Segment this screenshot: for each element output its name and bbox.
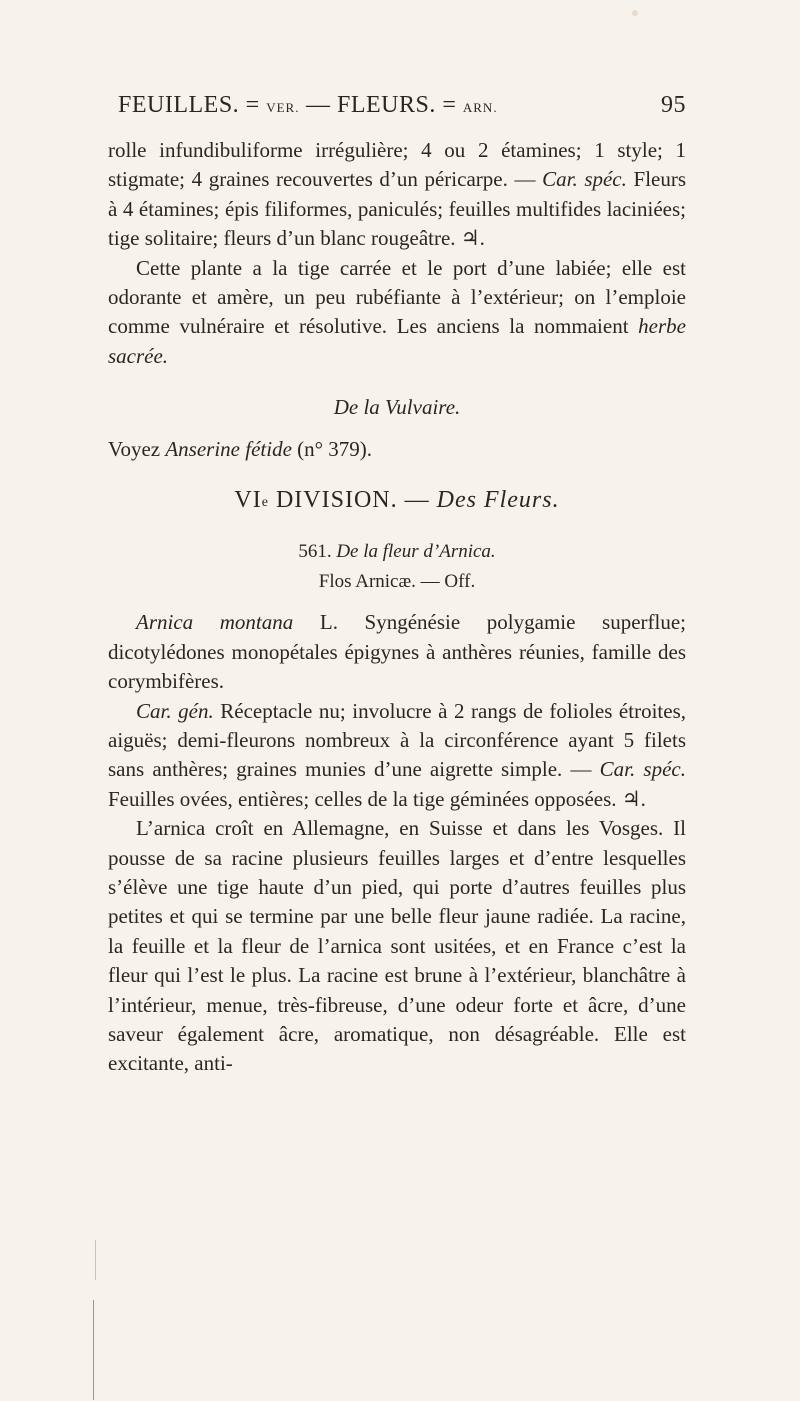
paragraph-arnica-classification: [108, 608, 686, 696]
paragraph-characters: [108, 697, 686, 815]
header-left: FEUILLES.: [118, 92, 240, 118]
division-word: DIVISION.: [275, 487, 398, 514]
p2-italic: herbe sacrée.: [108, 314, 686, 368]
header-equals-1: =: [245, 92, 260, 118]
p2-text: Cette plante a la tige carrée et le port d’une labiée; elle est odorante et amère, un peu rubéfiante à l’extérieur; on l’emploie comme vulnéraire et résolutive. Les anciens la nommaient: [108, 255, 686, 339]
p3-species-name: Arnica montana: [136, 610, 294, 635]
p1-rest: Fleurs à 4 étamines; épis filiformes, paniculés; feuilles multifides laciniées; tige solitaire; fleurs d’un blanc rougeâtre.: [108, 167, 687, 251]
p3-text: L. Syngénésie polygamie superflue; dicotylédones monopétales épigynes à anthères réunies, famille des corymbifères.: [108, 610, 687, 694]
p4-car-gen: Car. gén.: [136, 698, 214, 723]
page-body: [108, 136, 686, 1079]
header-ver: VER.: [266, 100, 300, 115]
vulvaire-heading: De la Vulvaire.: [333, 395, 461, 420]
paragraph-plant-description: [108, 254, 686, 372]
header-arn: ARN.: [462, 100, 498, 115]
paragraph-continuation: [108, 136, 686, 254]
division-title: Des Fleurs.: [436, 487, 560, 514]
voyez-number: (n° 379).: [297, 436, 373, 461]
header-mid: FLEURS.: [336, 92, 436, 118]
voyez-reference: Anserine fétide: [165, 436, 292, 461]
p1-car-spec: Car. spéc.: [542, 167, 627, 192]
section-title: De la fleur d’Arnica.: [336, 541, 496, 563]
page-number: 95: [661, 92, 686, 118]
division-dash: —: [404, 487, 430, 514]
division-heading: [108, 486, 686, 515]
section-heading: [108, 537, 686, 566]
section-latin-name: Flos Arnicæ. — Off.: [318, 570, 476, 592]
p4-end: Feuilles ovées, entières; celles de la tige géminées opposées.: [108, 786, 617, 811]
perennial-symbol: ♃.: [460, 226, 485, 251]
division-number: VI: [234, 487, 262, 514]
running-header: [118, 92, 686, 126]
voyez-text: Voyez: [108, 436, 161, 461]
voyez-line: [108, 435, 686, 464]
margin-line: [93, 1300, 94, 1400]
p1-text: rolle infundibuliforme irrégulière; 4 ou 2 étamines; 1 style; 1 stigmate; 4 graines recouvertes d’un péricarpe. —: [108, 138, 686, 192]
header-title: [118, 92, 498, 119]
division-sup: e: [261, 495, 269, 511]
perennial-symbol-2: ♃.: [621, 786, 646, 811]
paragraph-arnica-description: L’arnica croît en Allemagne, en Suisse et dans les Vosges. Il pousse de sa racine plusieurs feuilles larges et d’entre lesquelles s’élève une tige haute d’un pied, qui porte d’autres feuilles plus petites et qui se termine par une belle fleur jaune radiée. La racine, la feuille et la fleur de l’arnica sont usitées, et en France c’est la fleur qui l’est le plus. La racine est brune à l’extérieur, blanchâtre à l’intérieur, menue, très-fibreuse, d’une odeur forte et âcre, d’une saveur également âcre, aromatique, non désagréable. Elle est excitante, anti-: [108, 816, 686, 1076]
section-number: 561.: [298, 541, 332, 563]
p4-car-spec: Car. spéc.: [599, 757, 686, 782]
margin-mark: [95, 1240, 96, 1280]
header-equals-2: =: [442, 92, 457, 118]
paper-stain: [632, 10, 638, 16]
p4-text: Réceptacle nu; involucre à 2 rangs de folioles étroites, aiguës; demi-fleurons nombreux à la circonférence ayant 5 filets sans anthères; graines munies d’une aigrette simple. —: [108, 698, 686, 782]
header-dash: —: [305, 92, 331, 118]
